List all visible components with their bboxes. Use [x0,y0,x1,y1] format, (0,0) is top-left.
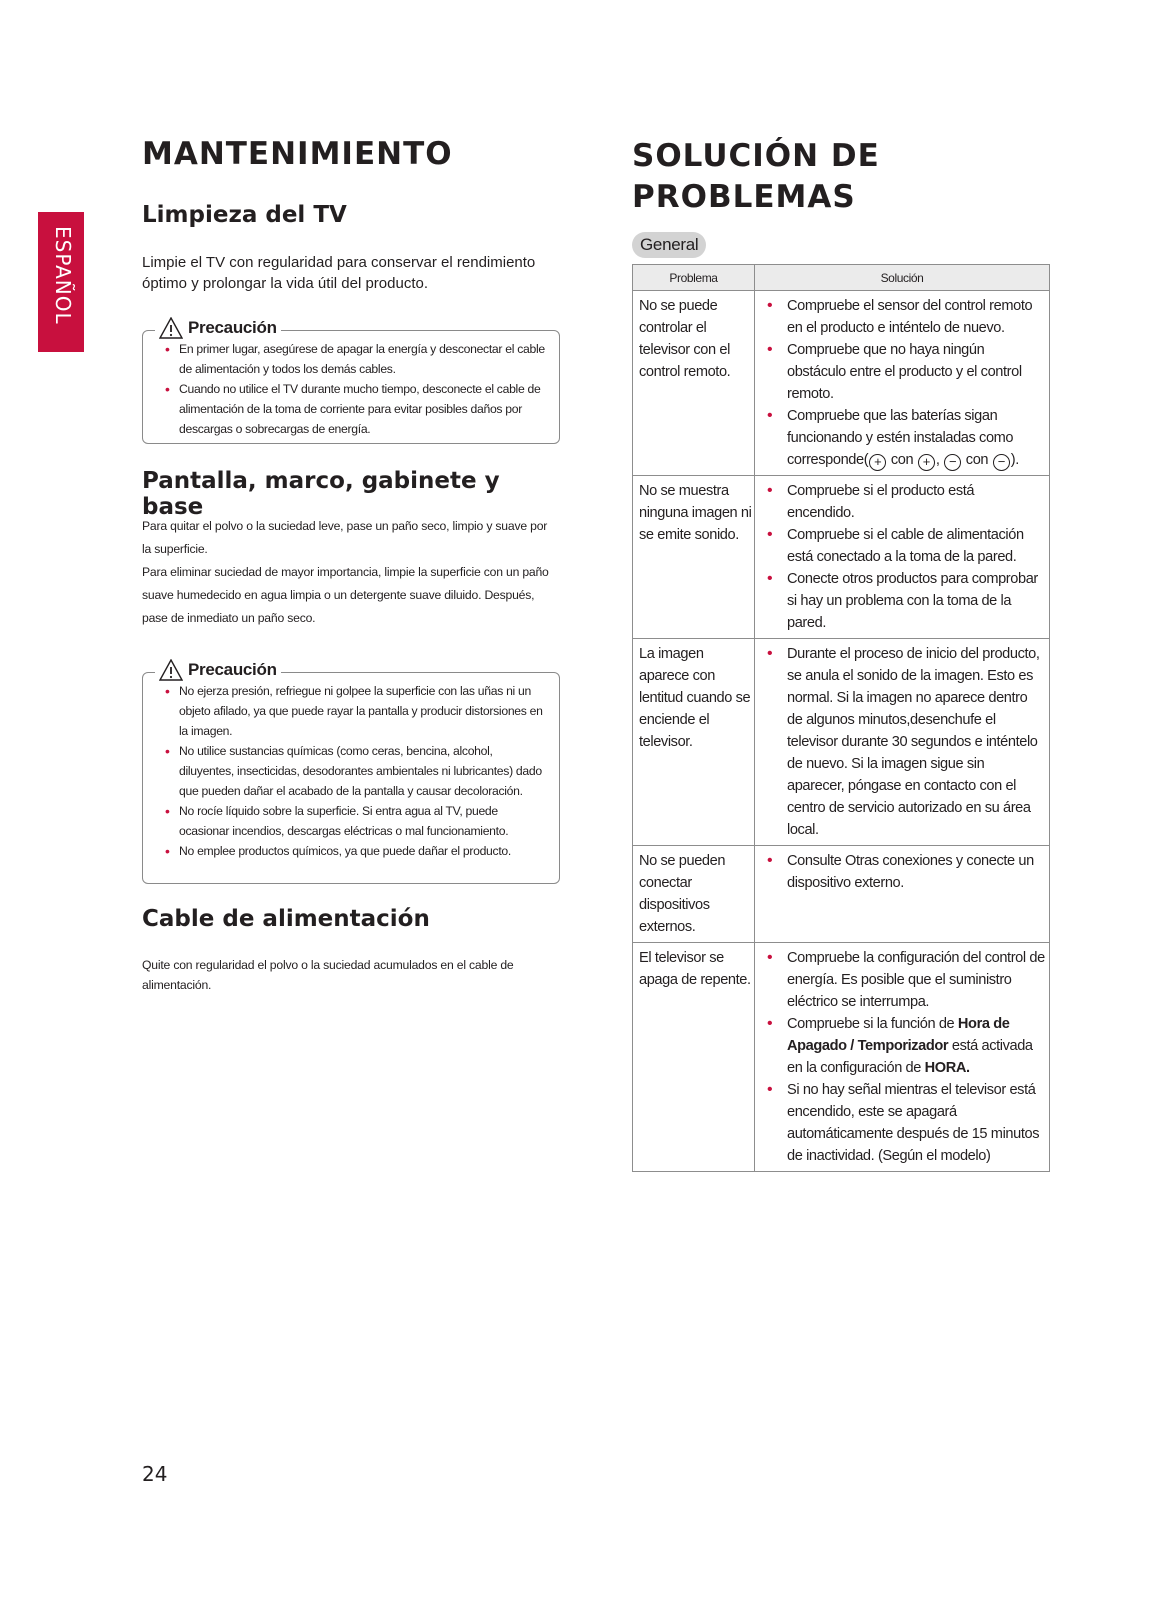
plus-icon: + [918,454,935,471]
screen-text-2: Para eliminar suciedad de mayor importancia, limpie la superficie con un paño suave humedecido en agua limpia o un detergente suave diluido. Después, pase de inmediato un paño seco. [142,565,549,625]
table-row [633,639,1050,846]
time-menu-name: HORA. [924,1060,970,1076]
caution-item: • No rocíe líquido sobre la superficie. Si entra agua al TV, puede ocasionar incendios, descargas eléctricas o mal funcionamiento. [143,801,549,841]
solution-item: • Compruebe si el producto está encendido. [761,480,1049,524]
caution-title: Precaución [188,660,277,679]
solution-item: • Compruebe el sensor del control remoto en el producto e inténtelo de nuevo. [761,295,1049,339]
solution-item: • Consulte Otras conexiones y conecte un dispositivo externo. [761,850,1049,894]
caution-item: • No ejerza presión, refriegue ni golpee la superficie con las uñas ni un objeto afilado, ya que puede rayar la pantalla y producir distorsiones en la imagen. [143,681,549,741]
solution-item: • Compruebe si el cable de alimentación está conectado a la toma de la pared. [761,524,1049,568]
solution-cell [755,846,1050,943]
warning-icon [159,659,183,681]
timer-setting-name: Hora de Apagado / Temporizador [787,1016,1010,1054]
problem-cell: No se pueden conectar dispositivos externos. [633,846,755,943]
screen-heading: Pantalla, marco, gabinete y base [142,468,500,520]
end-text: ). [1010,452,1019,468]
table-row [633,291,1050,476]
caution-item: • No utilice sustancias químicas (como ceras, bencina, alcohol, diluyentes, insecticidas, desodorantes ambientales ni lubricantes) dado que pueden dañar el acabado de la pantalla y causar decoloración. [143,741,549,801]
cable-heading: Cable de alimentación [142,906,430,932]
screen-caution-box [142,660,560,884]
section-tag-general: General [632,232,706,258]
cleaning-text: Limpie el TV con regularidad para conservar el rendimiento óptimo y prolongar la vida útil del producto. [142,254,536,292]
battery-text: Compruebe que las baterías sigan funcionando y estén instaladas como corresponde( [787,408,1014,468]
problem-cell: No se muestra ninguna imagen ni se emite sonido. [633,476,755,639]
timer-text: Compruebe si la función de [787,1016,958,1032]
table-row [633,846,1050,943]
cleaning-heading: Limpieza del TV [142,202,347,228]
table-header-row [633,265,1050,291]
table-row [633,943,1050,1172]
timer-text: está activada en la configuración de [787,1038,1033,1076]
title-line-2: PROBLEMAS [632,179,856,215]
caution-header [155,659,281,681]
solution-cell [755,476,1050,639]
maintenance-title: MANTENIMIENTO [142,136,453,172]
troubleshooting-table [632,264,1050,1172]
solution-cell [755,639,1050,846]
solution-item [761,405,1049,471]
solution-item: • Conecte otros productos para comprobar si hay un problema con la toma de la pared. [761,568,1049,634]
column-header-solution: Solución [755,265,1050,291]
solution-item: • Compruebe que no haya ningún obstáculo entre el producto y el control remoto. [761,339,1049,405]
problem-cell: El televisor se apaga de repente. [633,943,755,1172]
caution-title: Precaución [188,318,277,337]
solution-cell [755,291,1050,476]
solution-item: • Compruebe la configuración del control de energía. Es posible que el suministro eléctrico se interrumpa. [761,947,1049,1013]
cleaning-caution-box [142,318,560,444]
con-text: con [962,452,992,468]
plus-icon: + [869,454,886,471]
page-number: 24 [142,1462,168,1486]
caution-list [143,681,559,861]
language-tab-label: ESPAÑOL [51,226,75,325]
problem-cell: La imagen aparece con lentitud cuando se enciende el televisor. [633,639,755,846]
con-text: con [887,452,917,468]
caution-list [143,339,559,439]
title-line-1: SOLUCIÓN DE [632,138,880,174]
caution-item: • No emplee productos químicos, ya que puede dañar el producto. [143,841,549,861]
screen-text-1: Para quitar el polvo o la suciedad leve, pase un paño seco, limpio y suave por la superficie. [142,519,548,556]
solution-item: • Si no hay señal mientras el televisor está encendido, este se apagará automáticamente después de 15 minutos de inactividad. (Según el modelo) [761,1079,1049,1167]
minus-icon: − [944,454,961,471]
column-header-problem: Problema [633,265,755,291]
separator-text: , [935,452,944,468]
caution-item: • Cuando no utilice el TV durante mucho tiempo, desconecte el cable de alimentación de la toma de corriente para evitar posibles daños por descargas o sobrecargas de energía. [143,379,549,439]
problem-cell: No se puede controlar el televisor con el control remoto. [633,291,755,476]
language-tab [38,212,84,352]
caution-header [155,317,281,339]
solution-item [761,1013,1049,1079]
minus-icon: − [993,454,1010,471]
caution-item: • En primer lugar, asegúrese de apagar la energía y desconectar el cable de alimentación y todos los demás cables. [143,339,549,379]
table-row [633,476,1050,639]
cable-text: Quite con regularidad el polvo o la suciedad acumulados en el cable de alimentación. [142,958,514,992]
solution-cell [755,943,1050,1172]
troubleshooting-title [632,136,880,218]
warning-icon [159,317,183,339]
solution-item: • Durante el proceso de inicio del producto, se anula el sonido de la imagen. Esto es normal. Si la imagen no aparece dentro de algunos minutos,desenchufe el televisor durante 30 segundos e inténtelo de nuevo. Si la imagen sigue sin aparecer, póngase en contacto con el centro de servicio autorizado en su área local. [761,643,1049,841]
